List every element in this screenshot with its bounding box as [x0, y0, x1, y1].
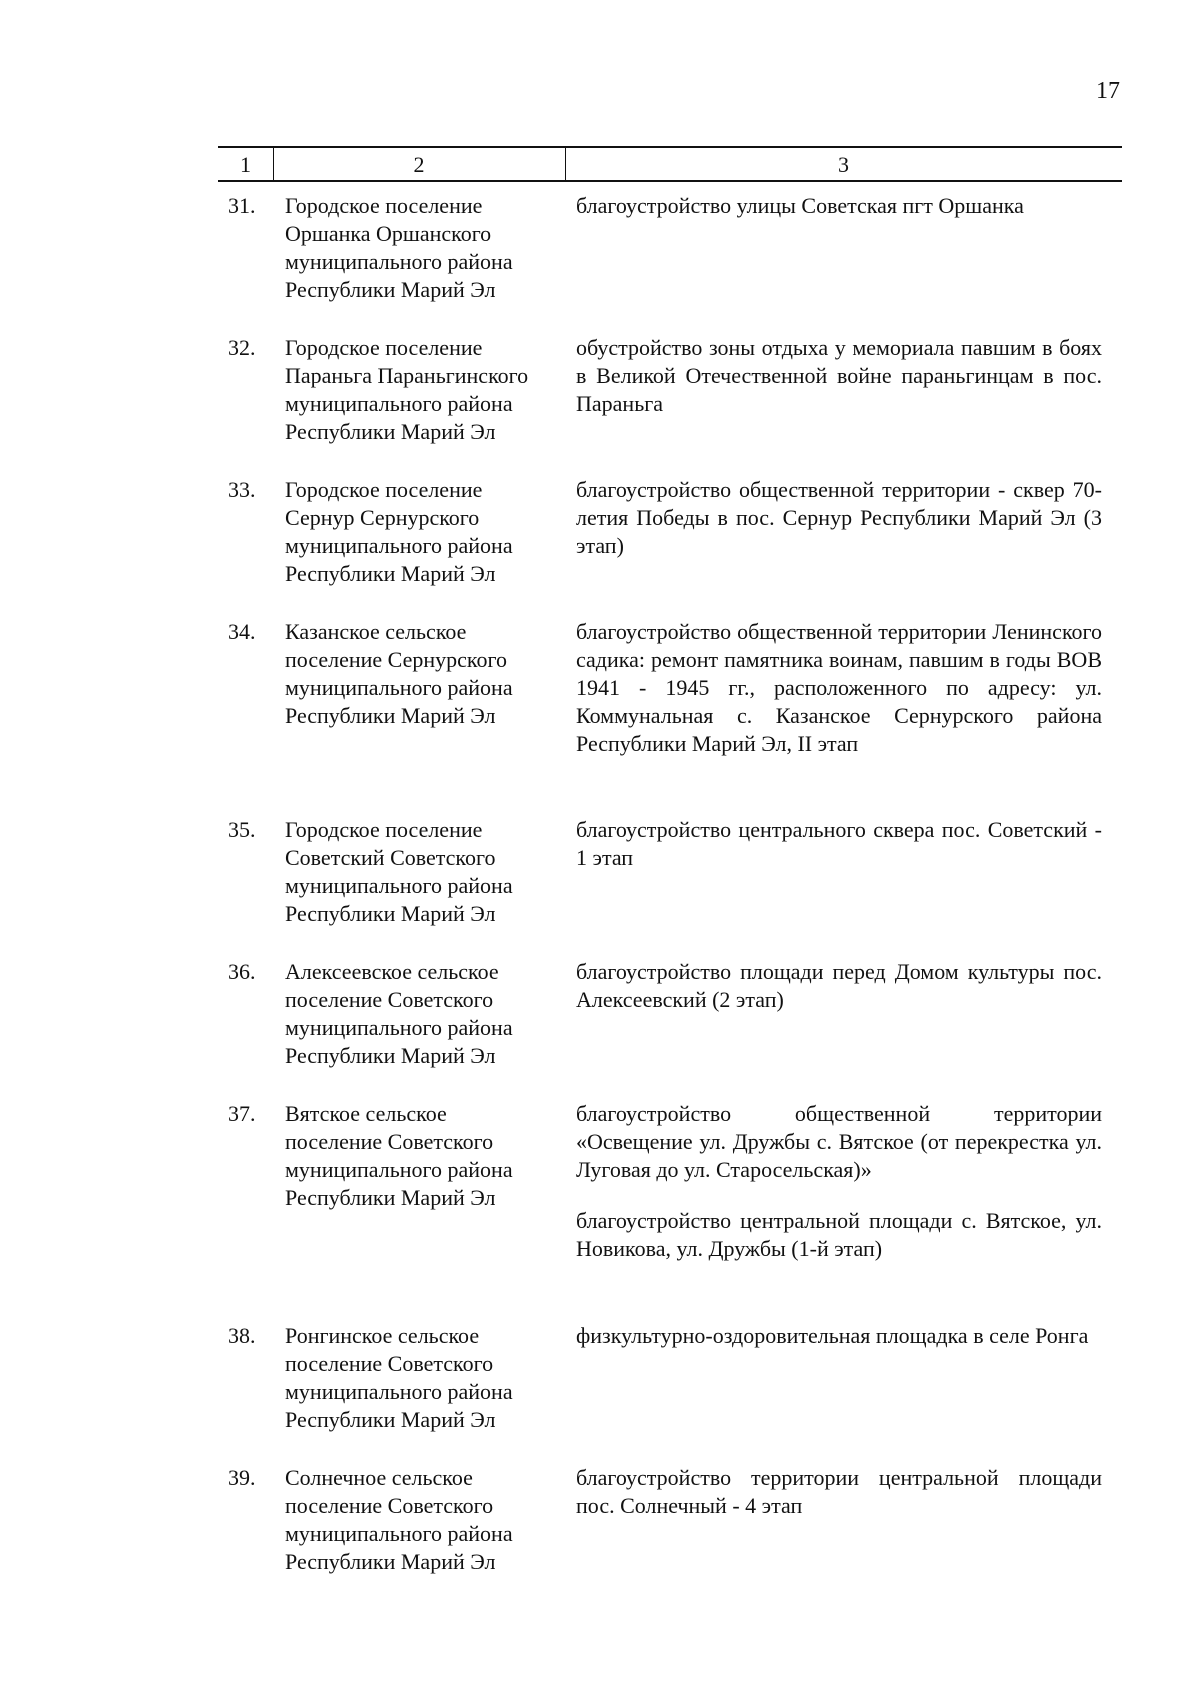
- table-row: [0, 1100, 1200, 1322]
- project-description: [576, 476, 1102, 583]
- project-item: благоустройство центрального сквера пос. Советский - 1 этап: [576, 817, 1102, 870]
- row-number: 35.: [228, 817, 256, 842]
- row-number: 34.: [228, 619, 256, 644]
- row-number: 36.: [228, 959, 256, 984]
- municipality-name: Казанское сельское поселение Сернурского муниципального района Республики Марий Эл: [285, 619, 513, 728]
- project-item: благоустройство площади перед Домом культуры пос. Алексеевский (2 этап): [576, 959, 1102, 1012]
- page-number: 17: [1096, 78, 1120, 104]
- row-number: 39.: [228, 1465, 256, 1490]
- project-item: благоустройство территории центральной площади пос. Солнечный - 4 этап: [576, 1465, 1102, 1518]
- row-number: 38.: [228, 1323, 256, 1348]
- project-item: благоустройство общественной территории - сквер 70-летия Победы в пос. Сернур Республики Марий Эл (3 этап): [576, 477, 1102, 558]
- project-description: [576, 958, 1102, 1037]
- municipality-name: Вятское сельское поселение Советского муниципального района Республики Марий Эл: [285, 1101, 513, 1210]
- municipality-name: Городское поселение Советский Советского муниципального района Республики Марий Эл: [285, 817, 513, 926]
- project-item: благоустройство общественной территории «Освещение ул. Дружбы с. Вятское (от перекрестка ул. Луговая до ул. Старосельская)»: [576, 1101, 1102, 1182]
- column-header-2: 2: [273, 148, 566, 180]
- table-row: [0, 1464, 1200, 1606]
- table-row: [0, 192, 1200, 334]
- municipality-name: Городское поселение Оршанка Оршанского муниципального района Республики Марий Эл: [285, 193, 513, 302]
- column-header-1: 1: [218, 148, 274, 180]
- table-row: [0, 334, 1200, 476]
- municipality-name: Городское поселение Сернур Сернурского муниципального района Республики Марий Эл: [285, 477, 513, 586]
- project-description: [576, 192, 1102, 243]
- table-row: [0, 476, 1200, 618]
- municipality-name: Ронгинское сельское поселение Советского муниципального района Республики Марий Эл: [285, 1323, 513, 1432]
- row-number: 31.: [228, 193, 256, 218]
- table-header: [218, 146, 1122, 182]
- table-row: [0, 618, 1200, 816]
- project-description: [576, 334, 1102, 441]
- project-description: [576, 618, 1102, 781]
- row-number: 37.: [228, 1101, 256, 1126]
- project-description: [576, 1464, 1102, 1543]
- row-number: 33.: [228, 477, 256, 502]
- table-body: [0, 192, 1200, 1606]
- municipality-name: Алексеевское сельское поселение Советского муниципального района Республики Марий Эл: [285, 959, 513, 1068]
- project-item: благоустройство улицы Советская пгт Оршанка: [576, 193, 1024, 218]
- project-item: благоустройство общественной территории Ленинского садика: ремонт памятника воинам, павшим в годы ВОВ 1941 - 1945 гг., расположенного по адресу: ул. Коммунальная с. Казанское Сернурского района Республики Марий Эл, II этап: [576, 619, 1102, 756]
- table-row: [0, 958, 1200, 1100]
- project-description: [576, 816, 1102, 895]
- column-header-3: 3: [838, 152, 849, 177]
- municipality-name: Солнечное сельское поселение Советского муниципального района Республики Марий Эл: [285, 1465, 513, 1574]
- project-item: благоустройство центральной площади с. Вятское, ул. Новикова, ул. Дружбы (1-й этап): [576, 1208, 1102, 1261]
- project-description: [576, 1100, 1102, 1286]
- table-row: [0, 816, 1200, 958]
- project-item: физкультурно-оздоровительная площадка в селе Ронга: [576, 1323, 1089, 1348]
- project-description: [576, 1322, 1102, 1373]
- municipality-name: Городское поселение Параньга Параньгинского муниципального района Республики Марий Эл: [285, 335, 529, 444]
- row-number: 32.: [228, 335, 256, 360]
- table-row: [0, 1322, 1200, 1464]
- project-item: обустройство зоны отдыха у мемориала павшим в боях в Великой Отечественной войне параньгинцам в пос. Параньга: [576, 335, 1102, 416]
